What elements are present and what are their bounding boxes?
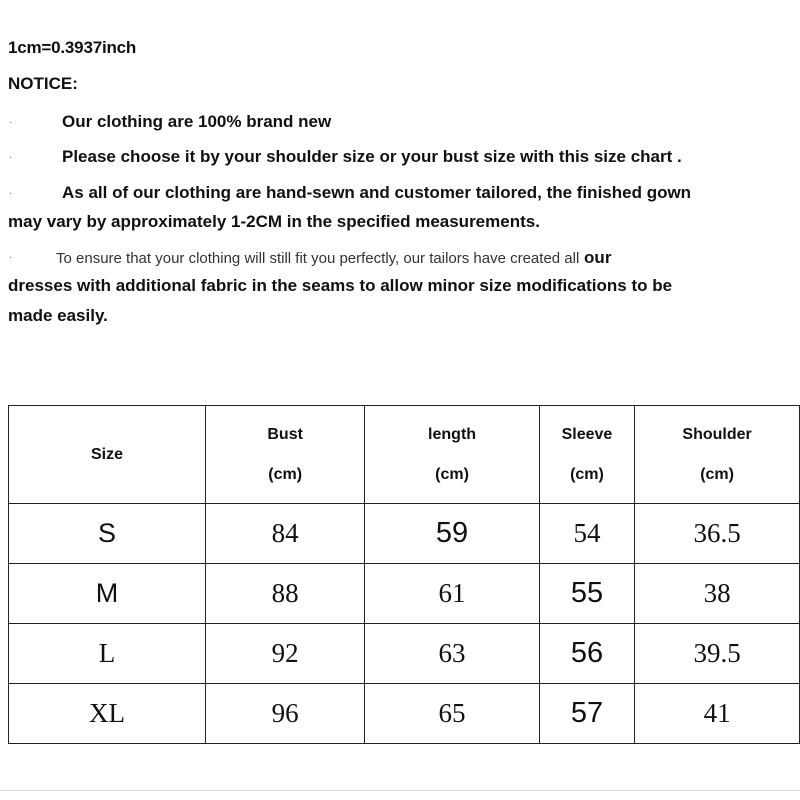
cell-bust: 96 bbox=[205, 684, 364, 744]
bullet-dot: · bbox=[9, 153, 13, 164]
notice-line-3a: As all of our clothing are hand-sewn and customer tailored, the finished gown bbox=[62, 183, 692, 202]
page-bottom-divider bbox=[0, 790, 800, 791]
cell-bust: 84 bbox=[205, 504, 364, 564]
header-shoulder bbox=[635, 406, 800, 504]
header-sleeve bbox=[539, 406, 634, 504]
cell-size: M bbox=[9, 564, 206, 624]
header-sleeve-label: Sleeve bbox=[561, 425, 613, 443]
table-row bbox=[9, 624, 800, 684]
cell-length: 65 bbox=[365, 684, 539, 744]
cell-sleeve: 54 bbox=[539, 504, 634, 564]
header-bust bbox=[205, 406, 364, 504]
header-unit: (cm) bbox=[700, 465, 734, 483]
notice-line-2: Please choose it by your shoulder size or your bust size with this size chart . bbox=[62, 147, 682, 166]
notice-line-4a bbox=[56, 248, 611, 268]
cell-shoulder: 36.5 bbox=[635, 504, 800, 564]
cell-length: 59 bbox=[365, 504, 539, 564]
table-row bbox=[9, 504, 800, 564]
conversion-note: 1cm=0.3937inch bbox=[8, 38, 137, 57]
header-unit: (cm) bbox=[570, 465, 604, 483]
size-chart-table bbox=[8, 405, 800, 744]
bullet-dot: · bbox=[9, 189, 13, 200]
header-shoulder-label: Shoulder bbox=[682, 425, 752, 443]
notice-line-3b: may vary by approximately 1-2CM in the specified measurements. bbox=[8, 212, 540, 231]
cell-shoulder: 41 bbox=[635, 684, 800, 744]
notice-line-1: Our clothing are 100% brand new bbox=[62, 112, 332, 131]
cell-size: S bbox=[9, 504, 206, 564]
cell-bust: 88 bbox=[205, 564, 364, 624]
cell-sleeve: 55 bbox=[539, 564, 634, 624]
notice-line-4a-end: our bbox=[584, 248, 612, 267]
header-bust-label: Bust bbox=[267, 425, 303, 443]
notice-line-4c: made easily. bbox=[8, 306, 108, 325]
header-length bbox=[365, 406, 539, 504]
notice-title: NOTICE: bbox=[8, 74, 78, 93]
cell-size: L bbox=[9, 624, 206, 684]
table-row bbox=[9, 684, 800, 744]
cell-bust: 92 bbox=[205, 624, 364, 684]
bullet-dot: · bbox=[9, 253, 13, 264]
notice-line-4b: dresses with additional fabric in the seams to allow minor size modifications to be bbox=[8, 276, 673, 295]
cell-shoulder: 38 bbox=[635, 564, 800, 624]
cell-length: 63 bbox=[365, 624, 539, 684]
cell-sleeve: 57 bbox=[539, 684, 634, 744]
notice-line-4a-small: To ensure that your clothing will still fit you perfectly, our tailors have created all bbox=[56, 250, 580, 267]
bullet-dot: · bbox=[9, 118, 13, 129]
header-unit: (cm) bbox=[435, 465, 469, 483]
cell-shoulder: 39.5 bbox=[635, 624, 800, 684]
cell-length: 61 bbox=[365, 564, 539, 624]
table-header-row bbox=[9, 406, 800, 504]
cell-sleeve: 56 bbox=[539, 624, 634, 684]
header-length-label: length bbox=[428, 425, 477, 443]
header-unit: (cm) bbox=[268, 465, 303, 483]
header-size bbox=[9, 406, 206, 504]
cell-size: XL bbox=[9, 684, 206, 744]
header-size-label: Size bbox=[90, 445, 123, 463]
table-row bbox=[9, 564, 800, 624]
